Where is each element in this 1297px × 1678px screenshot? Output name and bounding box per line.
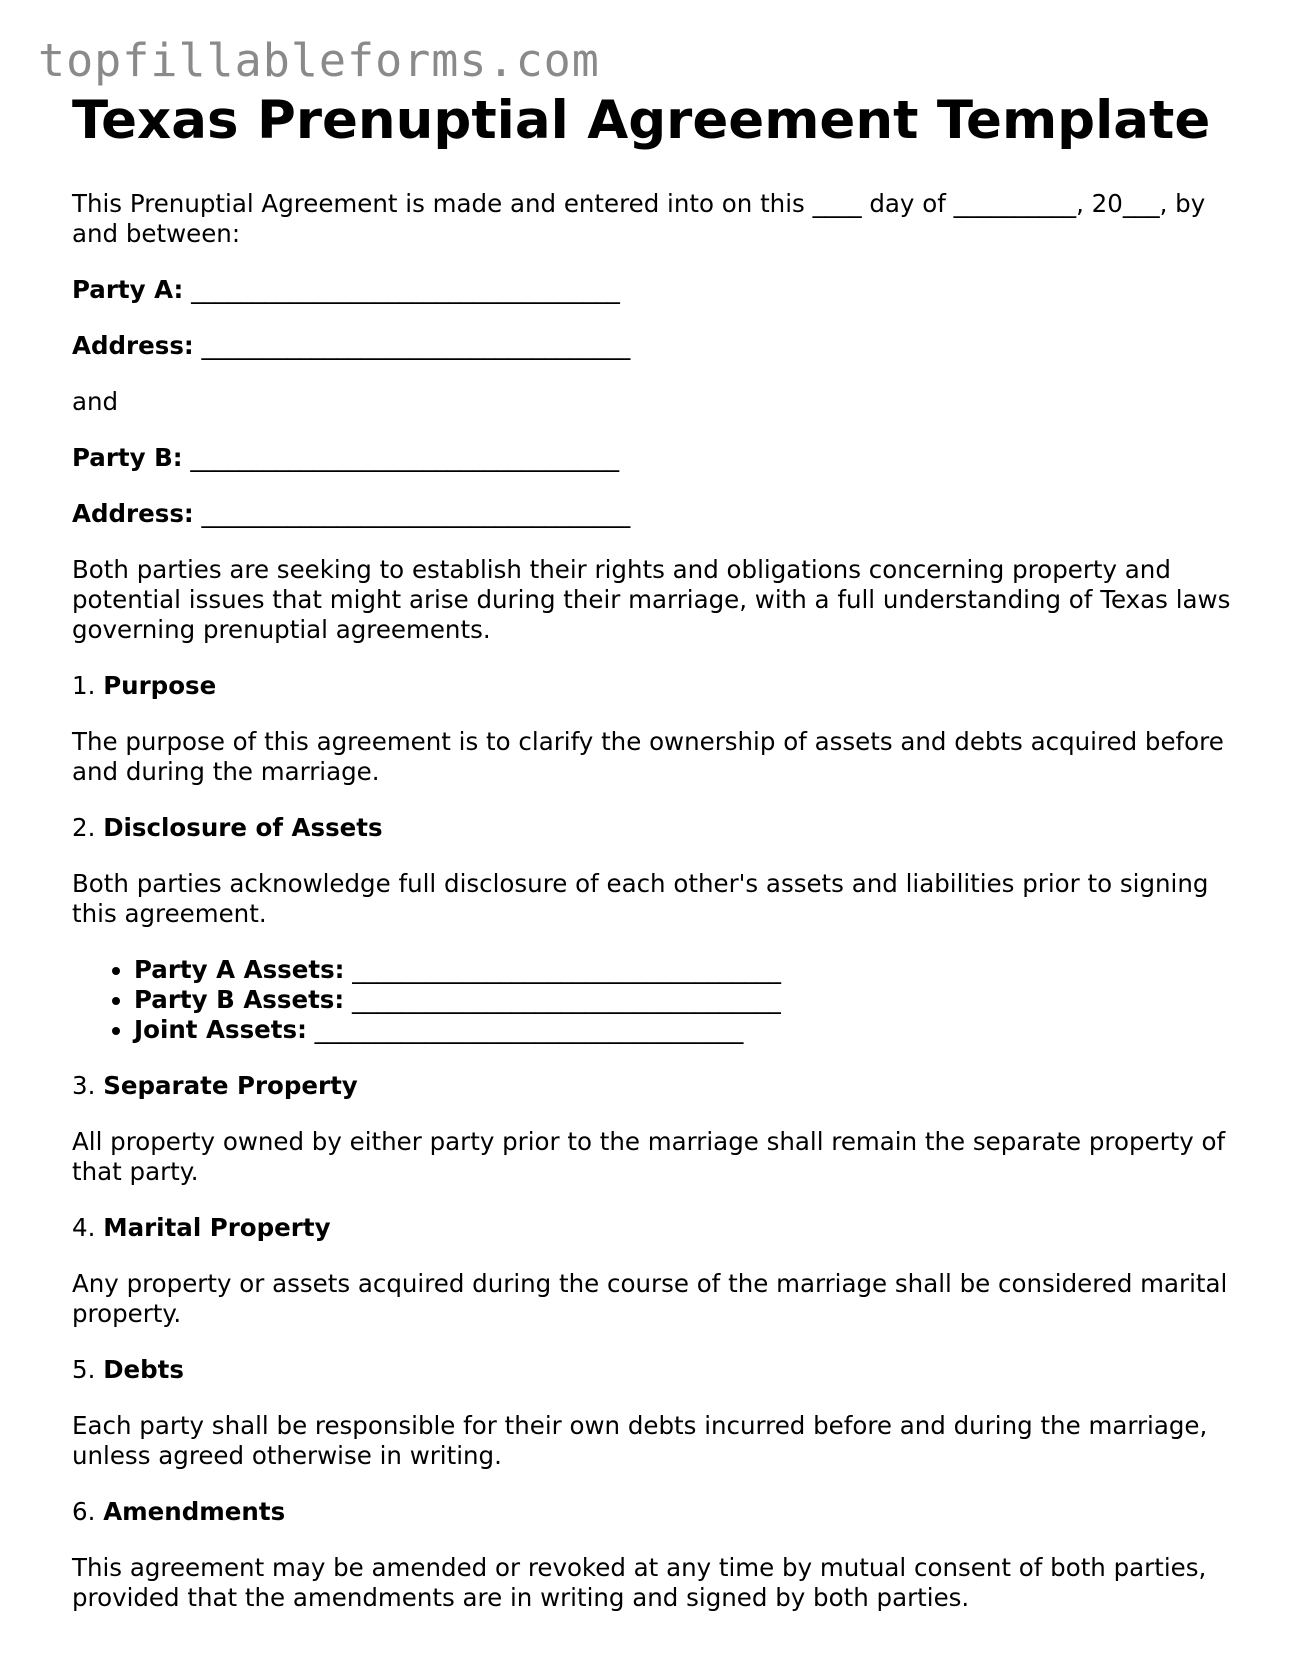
section-body: This agreement may be amended or revoked at any time by mutual consent of both parties, provided that the amendments are in writing and signed by both parties.	[72, 1552, 1207, 1612]
intro-paragraph: This Prenuptial Agreement is made and entered into on this ____ day of __________, 20___, by and between:	[72, 188, 1206, 248]
party-b-address-blank[interactable]: ___________________________________	[201, 498, 631, 528]
section-body: Any property or assets acquired during the course of the marriage shall be considered marital property.	[72, 1268, 1228, 1328]
party-b-label: Party B:	[72, 442, 183, 472]
section-number: 4.	[72, 1212, 96, 1242]
asset-label: Joint Assets:	[134, 1014, 307, 1044]
section-heading	[72, 813, 1232, 843]
section-heading	[72, 1497, 1232, 1527]
party-a-address-blank[interactable]: ___________________________________	[201, 330, 631, 360]
watermark: topfillableforms.com	[38, 34, 600, 87]
list-item	[134, 955, 1232, 985]
section-body: Both parties acknowledge full disclosure of each other's assets and liabilities prior to signing this agreement.	[72, 868, 1209, 928]
preamble-paragraph: Both parties are seeking to establish their rights and obligations concerning property and potential issues that might arise during their marriage, with a full understanding of Texas laws governing prenuptial agreements.	[72, 554, 1231, 644]
section-body: Each party shall be responsible for their own debts incurred before and during the marriage, unless agreed otherwise in writing.	[72, 1410, 1208, 1470]
section-title: Separate Property	[103, 1070, 358, 1100]
section-number: 6.	[72, 1496, 96, 1526]
party-b-field	[72, 443, 1232, 473]
list-item	[134, 1015, 1232, 1045]
party-a-address-label: Address:	[72, 330, 194, 360]
asset-label: Party A Assets:	[134, 954, 345, 984]
asset-blank[interactable]: ___________________________________	[314, 1014, 744, 1044]
section-title: Debts	[103, 1354, 184, 1384]
section-number: 2.	[72, 812, 96, 842]
section-heading	[72, 671, 1232, 701]
section-number: 3.	[72, 1070, 96, 1100]
party-b-address-field	[72, 499, 1232, 529]
section-body: All property owned by either party prior to the marriage shall remain the separate property of that party.	[72, 1126, 1226, 1186]
section-title: Purpose	[103, 670, 217, 700]
party-b-blank[interactable]: ___________________________________	[190, 442, 620, 472]
and-text: and	[72, 386, 119, 416]
asset-list	[72, 955, 1232, 1045]
party-a-label: Party A:	[72, 274, 184, 304]
asset-blank[interactable]: ___________________________________	[352, 954, 781, 984]
party-a-field	[72, 275, 1232, 305]
section-heading	[72, 1213, 1232, 1243]
section-title: Disclosure of Assets	[103, 812, 383, 842]
section-heading	[72, 1355, 1232, 1385]
list-item	[134, 985, 1232, 1015]
asset-label: Party B Assets:	[134, 984, 345, 1014]
section-title: Marital Property	[103, 1212, 331, 1242]
section-number: 1.	[72, 670, 96, 700]
page-title: Texas Prenuptial Agreement Template	[72, 90, 1211, 151]
party-b-address-label: Address:	[72, 498, 194, 528]
document	[72, 90, 1232, 1613]
section-number: 5.	[72, 1354, 96, 1384]
party-a-blank[interactable]: ___________________________________	[191, 274, 620, 304]
section-title: Amendments	[103, 1496, 286, 1526]
section-body: The purpose of this agreement is to clarify the ownership of assets and debts acquired before and during the marriage.	[72, 726, 1224, 786]
section-heading	[72, 1071, 1232, 1101]
asset-blank[interactable]: ___________________________________	[351, 984, 781, 1014]
party-a-address-field	[72, 331, 1232, 361]
